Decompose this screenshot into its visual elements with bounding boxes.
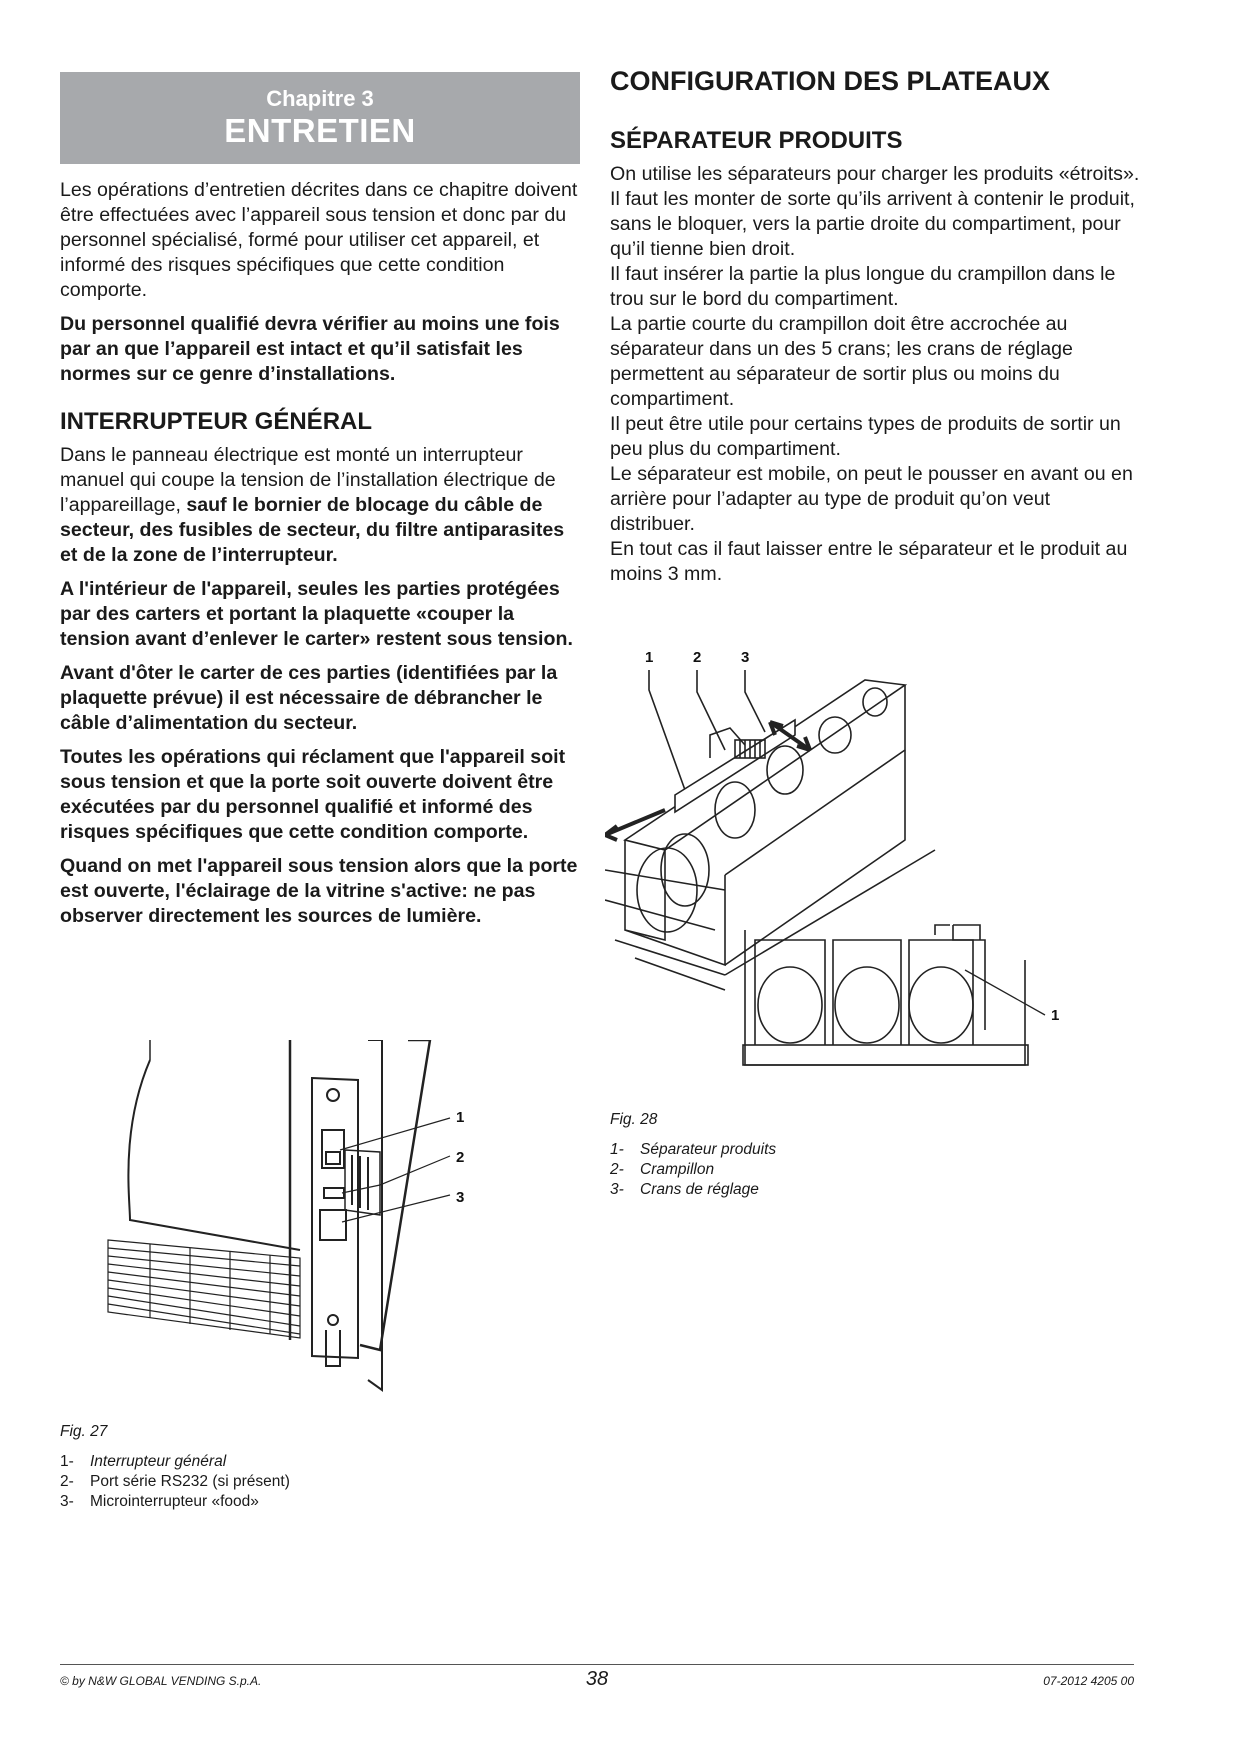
paragraph-panneau [60, 443, 580, 568]
fig27-legend-item: 1- Interrupteur général [60, 1453, 227, 1470]
left-column [60, 72, 580, 938]
separateur-paragraph: Il faut les monter de sorte qu’ils arrivent à contenir le produit, sans le bloquer, vers la partie droite du compartiment, pour qu’il tienne bien droit. [610, 188, 1135, 260]
right-column [610, 64, 1140, 587]
footer-divider [60, 1664, 1134, 1665]
paragraph-panneau-normal: Dans le panneau électrique est monté un interrupteur manuel qui coupe la tension de l’installation électrique de l’appareillage, [60, 444, 556, 516]
fig28-callout-3: 3 [741, 649, 750, 666]
fig27-legend-item: 2- Port série RS232 (si présent) [60, 1473, 290, 1490]
chapter-title: ENTRETIEN [224, 112, 416, 149]
separateur-paragraph: En tout cas il faut laisser entre le séparateur et le produit au moins 3 mm. [610, 538, 1128, 585]
separateur-paragraph: Il faut insérer la partie la plus longue du crampillon dans le trou sur le bord du compartiment. [610, 263, 1116, 310]
fig28-label: Fig. 28 [610, 1111, 658, 1128]
fig28-legend [610, 1140, 1010, 1200]
separateur-paragraph: Il peut être utile pour certains types de produits de sortir un peu plus du compartiment. [610, 413, 1121, 460]
paragraph-oter-carter: Avant d'ôter le carter de ces parties (identifiées par la plaquette prévue) il est nécessaire de débrancher le câble d’alimentation du secteur. [60, 662, 558, 734]
separateur-paragraph: Le séparateur est mobile, on peut le pousser en avant ou en arrière pour l’adapter au type de produit qu’on veut distribuer. [610, 463, 1133, 535]
figure-27-caption [60, 1422, 560, 1512]
chapter-banner [60, 72, 580, 164]
section-title-separateur: SÉPARATEUR PRODUITS [610, 127, 903, 154]
separateur-paragraph: On utilise les séparateurs pour charger les produits «étroits». [610, 163, 1140, 185]
paragraph-carters: A l'intérieur de l'appareil, seules les parties protégées par des carters et portant la plaquette «couper la tension avant d’enlever le carter» restent sous tension. [60, 578, 573, 650]
fig28-callout-1: 1 [645, 649, 654, 666]
fig28-legend-item: 3- Crans de réglage [610, 1181, 759, 1198]
footer-copyright: © by N&W GLOBAL VENDING S.p.A. [60, 1674, 262, 1688]
footer-code: 07-2012 4205 00 [1043, 1674, 1134, 1688]
rs232-port-icon [324, 1188, 344, 1198]
paragraph-eclairage: Quand on met l'appareil sous tension alors que la porte est ouverte, l'éclairage de la vitrine s'active: ne pas observer directement les sources de lumière. [60, 855, 578, 927]
paragraph-operations: Toutes les opérations qui réclament que l'appareil soit sous tension et que la porte soit ouverte doivent être exécutées par du personnel qualifié et informé des risques spécifiques que cette condition comporte. [60, 746, 566, 843]
figure-28-drawing [605, 640, 1145, 1100]
main-heading: CONFIGURATION DES PLATEAUX [610, 66, 1051, 96]
fig28-legend-item: 2- Crampillon [610, 1161, 715, 1178]
cabinet-outline [128, 1060, 300, 1250]
fig27-legend [60, 1452, 560, 1512]
front-view-compartments [743, 925, 1045, 1065]
vent-grille [108, 1240, 300, 1338]
fig27-callout-2: 2 [456, 1149, 465, 1166]
page-number: 38 [585, 1668, 609, 1690]
figure-27-drawing [90, 1040, 550, 1420]
figure-28-caption [610, 1110, 1010, 1200]
intro-bold-paragraph: Du personnel qualifié devra vérifier au moins une fois par an que l’appareil est intact et qu’il satisfait les normes sur ce genre d’installations. [60, 313, 560, 385]
move-arrow-icon [605, 810, 665, 835]
panel-screw-icon [327, 1089, 339, 1101]
food-switch-icon [320, 1210, 346, 1240]
fig27-legend-item: 3- Microinterrupteur «food» [60, 1493, 259, 1510]
section-title-interrupteur: INTERRUPTEUR GÉNÉRAL [60, 408, 373, 435]
fig27-callout-3: 3 [456, 1189, 465, 1206]
chapter-number: Chapitre 3 [266, 86, 374, 111]
intro-paragraph: Les opérations d’entretien décrites dans ce chapitre doivent être effectuées avec l’appareil sous tension et donc par du personnel spécialisé, formé pour utiliser cet appareil, et informé des risques spécifiques que cette condition comporte. [60, 179, 578, 301]
page-footer [60, 1668, 1134, 1692]
fig28-legend-item: 1- Séparateur produits [610, 1141, 777, 1158]
fig28-callout-side: 1 [1051, 1007, 1060, 1024]
separateur-paragraph: La partie courte du crampillon doit être accrochée au séparateur dans un des 5 crans; les crans de réglage permettent au séparateur de sortir plus ou moins du compartiment. [610, 313, 1073, 410]
paragraph-panneau-bold: sauf le bornier de blocage du câble de secteur, des fusibles de secteur, du filtre antiparasites et de la zone de l’interrupteur. [60, 494, 565, 566]
fig27-label: Fig. 27 [60, 1423, 108, 1440]
fig28-callout-2: 2 [693, 649, 702, 666]
fig27-callout-1: 1 [456, 1109, 465, 1126]
